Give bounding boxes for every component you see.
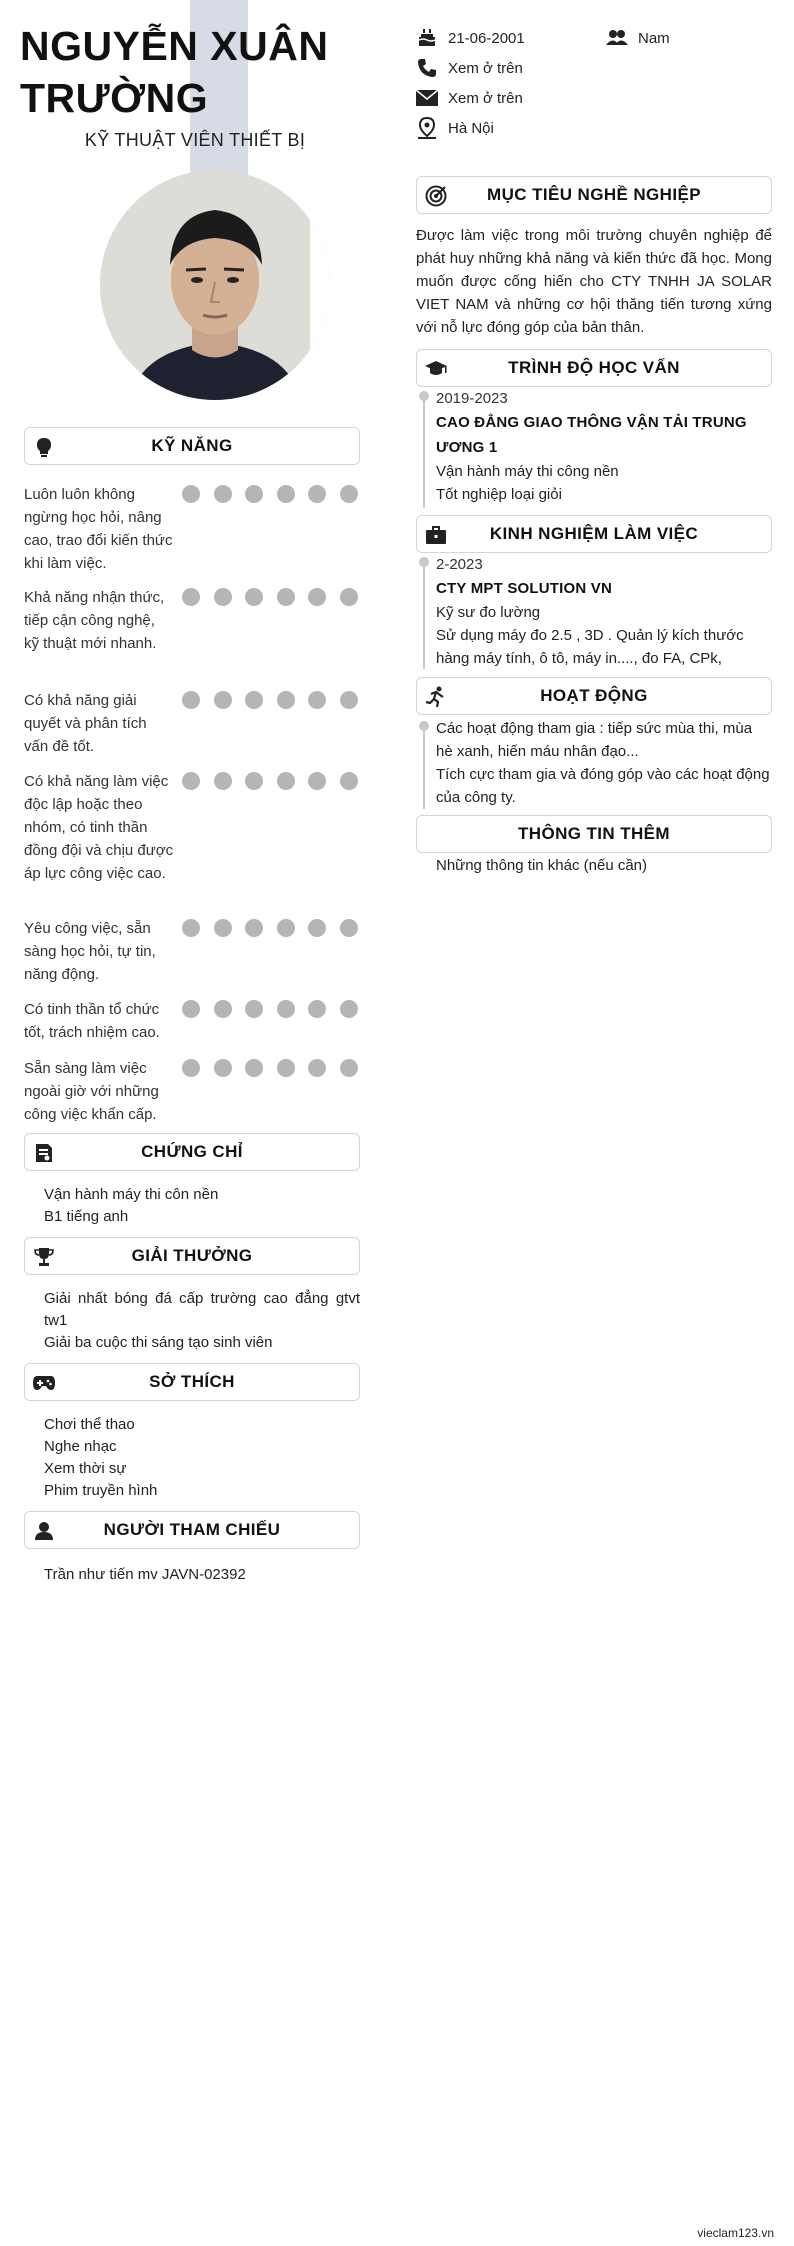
skill-text: Sẵn sàng làm việc ngoài giờ với những công việc khẩn cấp. [24,1060,159,1123]
education-detail: Vận hành máy thi công nền [436,463,619,480]
section-references-header [24,1511,360,1549]
skill-rating [182,691,371,709]
gender-value: Nam [638,29,670,47]
section-awards-header [24,1237,360,1275]
section-certificates-title: CHỨNG CHỈ [141,1142,243,1161]
skill-item [24,770,364,885]
target-icon [425,185,447,207]
timeline-dot [419,391,429,401]
map-pin-icon [416,117,438,139]
activity-detail: Các hoạt động tham gia : tiếp sức mùa thi, mùa hè xanh, hiến máu nhân đạo... [436,720,753,760]
section-additional-title: THÔNG TIN THÊM [518,824,670,843]
graduation-cap-icon [425,358,447,380]
education-entry [436,387,772,508]
section-experience-title: KINH NGHIỆM LÀM VIỆC [489,524,699,543]
experience-detail: Sử dụng máy đo 2.5 , 3D . Quản lý kích thước hàng máy tính, ô tô, máy in...., đo FA, CPk, [436,627,744,667]
skill-rating [182,588,371,606]
section-awards-title: GIẢI THƯỞNG [131,1246,253,1265]
trophy-icon [33,1246,55,1268]
education-date: 2019-2023 [436,390,508,407]
timeline-dot [419,721,429,731]
user-icon [33,1520,55,1542]
birthday-value: 21-06-2001 [448,29,525,47]
section-objective-header [416,176,772,214]
address-row [416,116,494,140]
email-value[interactable]: Xem ở trên [448,89,523,107]
certificates-list [44,1184,360,1228]
timeline-line [423,559,425,669]
birthday-row [416,26,525,50]
skill-rating [182,1059,371,1077]
hobbies-list [44,1414,360,1502]
list-item: B1 tiếng anh [44,1208,129,1225]
skill-text: Khả năng nhận thức, tiếp cận công nghệ, kỹ thuật mới nhanh. [24,589,165,652]
section-additional-header [416,815,772,853]
education-detail: Tốt nghiệp loại giỏi [436,486,562,503]
section-skills-title: KỸ NĂNG [151,436,233,455]
additional-text: Những thông tin khác (nếu cần) [436,857,648,874]
timeline-line [423,723,425,809]
lightbulb-icon [33,436,55,458]
activity-detail: Tích cực tham gia và đóng góp vào các hoạt động của công ty. [436,766,770,806]
list-item: Phim truyền hình [44,1482,158,1499]
section-skills-header [24,427,360,465]
skill-item [24,1057,364,1126]
skill-text: Có khả năng làm việc độc lập hoặc theo nhóm, có tinh thần đồng đội và chịu được áp lực công việc cao. [24,773,174,882]
experience-date: 2-2023 [436,556,483,573]
section-education-title: TRÌNH ĐỘ HỌC VẤN [508,358,680,377]
skill-item [24,689,364,758]
experience-entry [436,553,772,668]
experience-detail: Kỹ sư đo lường [436,604,541,621]
list-item: Xem thời sự [44,1460,127,1477]
portrait-photo [100,170,330,400]
experience-company: CTY MPT SOLUTION VN [436,580,613,597]
envelope-icon [416,87,438,109]
job-title: KỸ THUẬT VIÊN THIẾT BỊ [84,130,306,150]
skill-rating [182,919,371,937]
phone-row [416,56,523,80]
timeline-line [423,393,425,508]
list-item: Giải nhất bóng đá cấp trường cao đẳng gtvt tw1 [44,1290,360,1329]
phone-value[interactable]: Xem ở trên [448,59,523,77]
section-references-title: NGƯỜI THAM CHIẾU [103,1520,281,1539]
skill-item [24,483,364,575]
running-person-icon [425,686,447,708]
references-list [44,1564,360,1586]
skill-text: Yêu công việc, sẵn sàng học hỏi, tự tin, năng động. [24,920,156,983]
section-hobbies-title: SỞ THÍCH [149,1372,235,1391]
list-item: Vận hành máy thi côn nền [44,1186,219,1203]
awards-list [44,1288,360,1354]
phone-icon [416,57,438,79]
list-item: Giải ba cuộc thi sáng tạo sinh viên [44,1334,273,1351]
section-activities-header [416,677,772,715]
email-row [416,86,523,110]
gender-row [606,26,670,50]
users-icon [606,27,628,49]
list-item: Chơi thể thao [44,1416,135,1433]
skill-item [24,917,364,986]
section-certificates-header [24,1133,360,1171]
briefcase-icon [425,524,447,546]
skill-text: Luôn luôn không ngừng học hỏi, nâng cao, trao đổi kiến thức khi làm việc. [24,486,173,572]
birthday-cake-icon [416,27,438,49]
objective-text: Được làm việc trong môi trường chuyên nghiệp để phát huy những khả năng và kiến thức đã học. Mong muốn được cống hiến cho CTY TNHH JA SOLAR VIET NAM và những cơ hội thăng tiến tương xứng với nỗ lực đóng góp của bản thân. [416,227,772,336]
skill-item [24,586,364,655]
additional-entry [436,854,772,877]
skill-item [24,998,364,1044]
gamepad-icon [33,1372,55,1394]
list-item: Trần như tiến mv JAVN-02392 [44,1566,246,1583]
timeline-dot [419,557,429,567]
section-hobbies-header [24,1363,360,1401]
skill-rating [182,1000,371,1018]
section-experience-header [416,515,772,553]
skill-text: Có khả năng giải quyết và phân tích vấn đề tốt. [24,692,147,755]
education-school: CAO ĐẲNG GIAO THÔNG VẬN TẢI TRUNG ƯƠNG 1 [436,414,747,456]
skill-text: Có tinh thần tổ chức tốt, trách nhiệm cao. [24,1001,160,1041]
certificate-icon [33,1142,55,1164]
section-objective-title: MỤC TIÊU NGHỀ NGHIỆP [487,185,701,204]
skill-rating [182,772,371,790]
skill-rating [182,485,371,503]
activities-entry [436,717,772,809]
candidate-name: NGUYỄN XUÂN TRƯỜNG [20,23,329,121]
section-education-header [416,349,772,387]
list-item: Nghe nhạc [44,1438,117,1455]
avatar [100,170,330,400]
footer-watermark: vieclam123.vn [697,2226,774,2240]
section-activities-title: HOẠT ĐỘNG [540,686,648,705]
address-value: Hà Nội [448,119,494,137]
